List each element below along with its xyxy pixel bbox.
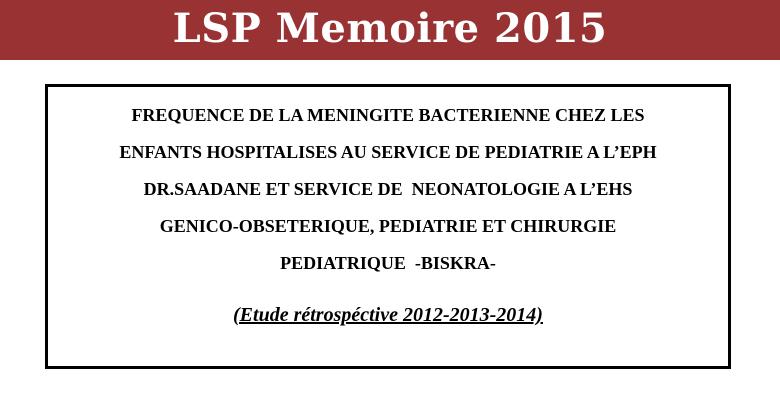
document-subtitle: (Etude rétrospéctive 2012-2013-2014) bbox=[233, 304, 543, 326]
title-line-2: ENFANTS HOSPITALISES AU SERVICE DE PEDIATRIE A L’EPH bbox=[119, 142, 657, 162]
document-title bbox=[48, 97, 728, 282]
title-line-5: PEDIATRIQUE -BISKRA- bbox=[280, 253, 496, 273]
header-title: LSP Memoire 2015 bbox=[172, 5, 608, 52]
title-line-1: FREQUENCE DE LA MENINGITE BACTERIENNE CHEZ LES bbox=[131, 105, 645, 125]
header-banner bbox=[0, 0, 780, 60]
title-line-3: DR.SAADANE ET SERVICE DE NEONATOLOGIE A L’EHS bbox=[143, 179, 633, 199]
document-title-box bbox=[45, 84, 731, 369]
title-line-4: GENICO-OBSETERIQUE, PEDIATRIE ET CHIRURGIE bbox=[159, 216, 617, 236]
